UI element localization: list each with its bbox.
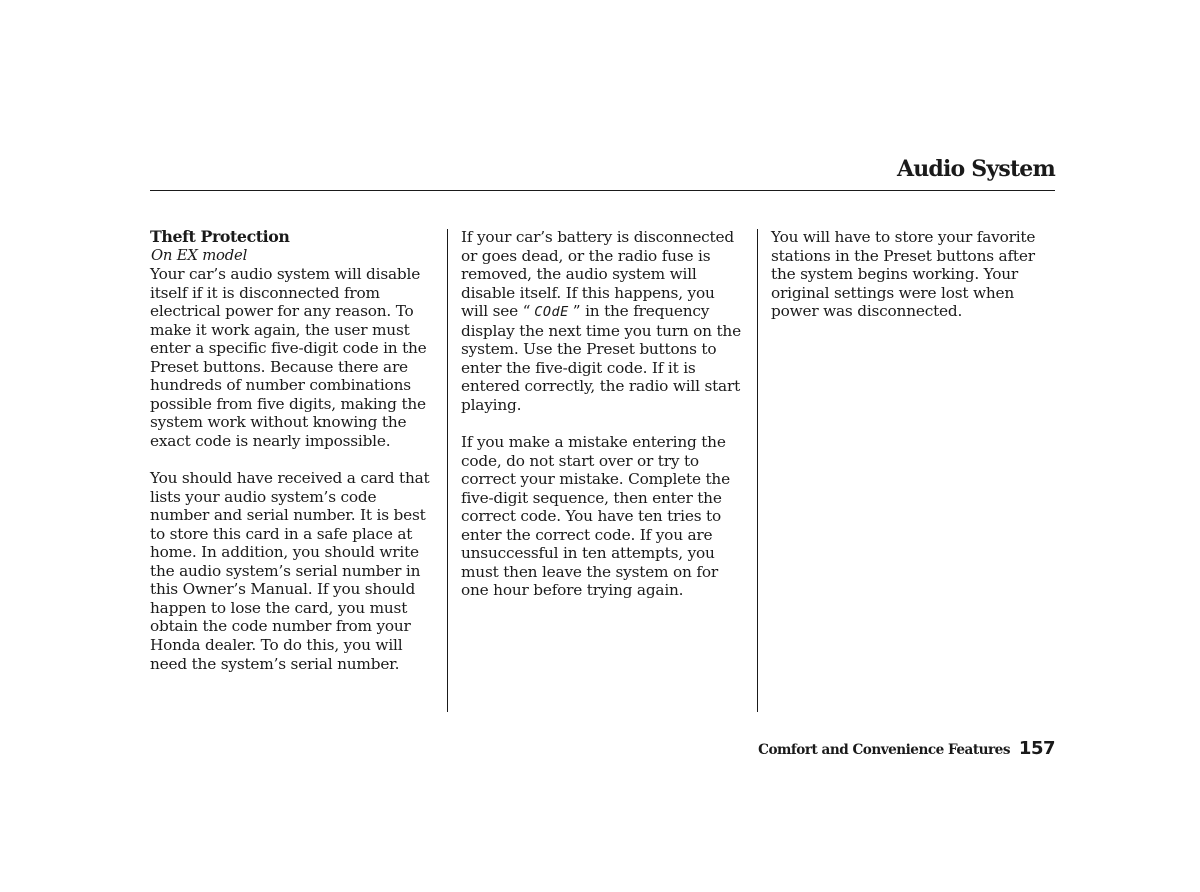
text-line: You should have received a card that xyxy=(150,469,430,488)
text-line: If you make a mistake entering the xyxy=(461,433,726,452)
text-line: electrical power for any reason. To xyxy=(150,302,414,321)
text-line: code, do not start over or try to xyxy=(461,451,699,470)
paragraph-mistake xyxy=(461,433,741,600)
text-line: must then leave the system on for xyxy=(461,562,718,581)
paragraph-store-stations xyxy=(771,228,1035,321)
text-line: power was disconnected. xyxy=(771,302,963,321)
page-number: 157 xyxy=(1018,738,1055,759)
text-line: exact code is nearly impossible. xyxy=(150,432,391,451)
text-line: correct code. You have ten tries to xyxy=(461,507,721,526)
text-line: or goes dead, or the radio fuse is xyxy=(461,246,711,265)
text-line: the audio system’s serial number in xyxy=(150,561,421,580)
text-line: enter a specific five-digit code in the xyxy=(150,339,427,358)
text-line: display the next time you turn on the xyxy=(461,321,741,340)
paragraph-code-card xyxy=(150,469,429,673)
text-line: possible from five digits, making the xyxy=(150,394,426,413)
text-line: system work without knowing the xyxy=(150,413,407,432)
text-line: unsuccessful in ten attempts, you xyxy=(461,544,715,563)
column-2 xyxy=(461,228,741,600)
text-fragment: will see “ xyxy=(461,302,531,321)
column-divider xyxy=(757,229,758,712)
text-line: enter the five-digit code. If it is xyxy=(461,358,696,377)
text-line: correct your mistake. Complete the xyxy=(461,470,730,489)
text-line: removed, the audio system will xyxy=(461,265,697,284)
text-line: to store this card in a safe place at xyxy=(150,524,413,543)
text-line: home. In addition, you should write xyxy=(150,543,419,562)
text-line: Preset buttons. Because there are xyxy=(150,357,408,376)
text-line: You will have to store your favorite xyxy=(771,228,1036,246)
text-fragment: ” in the frequency xyxy=(572,302,710,321)
text-line: this Owner’s Manual. If you should xyxy=(150,580,416,599)
text-line: entered correctly, the radio will start xyxy=(461,377,741,396)
code-display-line xyxy=(461,302,741,322)
text-line: stations in the Preset buttons after xyxy=(771,246,1035,265)
text-line: system. Use the Preset buttons to xyxy=(461,340,717,359)
theft-protection-heading: Theft Protection xyxy=(150,227,290,246)
text-line: five-digit sequence, then enter the xyxy=(461,488,722,507)
text-line: obtain the code number from your xyxy=(150,617,411,636)
text-line: original settings were lost when xyxy=(771,283,1015,302)
text-line: number and serial number. It is best xyxy=(150,506,426,525)
paragraph-battery-disconnected xyxy=(461,228,741,414)
text-line: happen to lose the card, you must xyxy=(150,598,408,617)
text-line: playing. xyxy=(461,395,522,414)
text-line: Honda dealer. To do this, you will xyxy=(150,636,403,655)
footer-section-label: Comfort and Convenience Features xyxy=(758,742,1010,758)
text-line: If your car’s battery is disconnected xyxy=(461,228,734,246)
text-line: itself if it is disconnected from xyxy=(150,283,380,302)
code-display-glyph: COdE xyxy=(534,304,569,321)
text-line: make it work again, the user must xyxy=(150,320,410,339)
header-rule xyxy=(150,190,1055,191)
column-3 xyxy=(771,228,1035,321)
column-divider xyxy=(447,229,448,712)
text-line: lists your audio system’s code xyxy=(150,487,377,506)
text-line: hundreds of number combinations xyxy=(150,376,411,395)
text-line: one hour before trying again. xyxy=(461,581,684,600)
text-line: disable itself. If this happens, you xyxy=(461,283,715,302)
text-line: Your car’s audio system will disable xyxy=(150,265,421,284)
text-line: the system begins working. Your xyxy=(771,265,1019,284)
text-line: enter the correct code. If you are xyxy=(461,525,713,544)
model-note: On EX model xyxy=(151,246,248,264)
section-title: Audio System xyxy=(896,156,1055,182)
column-1 xyxy=(150,228,429,673)
text-line: need the system’s serial number. xyxy=(150,654,400,673)
paragraph-disable-explanation xyxy=(150,265,429,450)
